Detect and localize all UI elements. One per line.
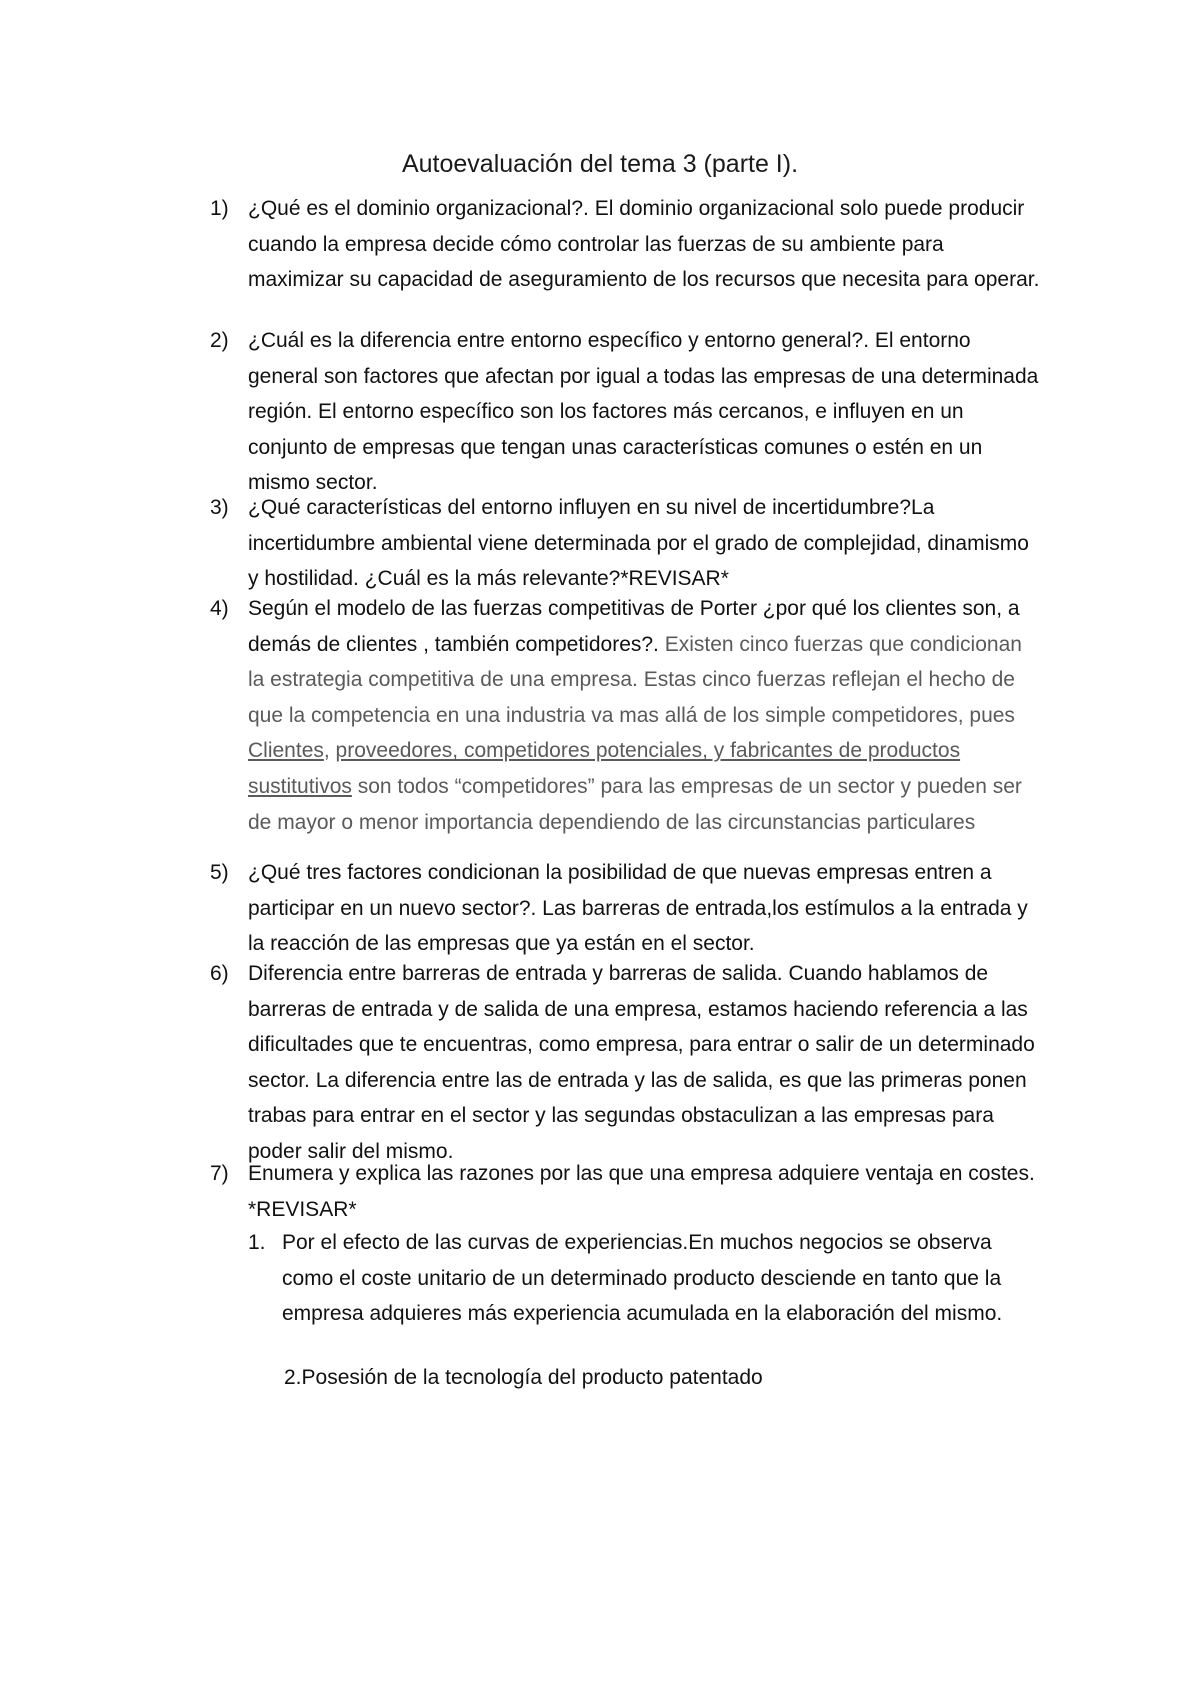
question-number: 2) bbox=[210, 329, 229, 352]
question-text: Enumera y explica las razones por las que una empresa adquiere ventaja en costes. *REVISAR* bbox=[248, 1162, 1035, 1221]
question-number: 6) bbox=[210, 962, 229, 985]
sub-item-number: 1. bbox=[248, 1231, 266, 1254]
question-text: ¿Cuál es la diferencia entre entorno específico y entorno general?. El entorno general son factores que afectan por igual a todas las empresas de una determinada región. El entorno específico son los factores más cercanos, e influyen en un conjunto de empresas que tengan unas características comunes o estén en un mismo sector. bbox=[248, 329, 1039, 495]
link-clientes[interactable]: Clientes bbox=[248, 739, 324, 763]
answer-text: Existen cinco fuerzas que condicionan la estrategia competitiva de una empresa. Estas cinco fuerzas reflejan el hecho de que la competencia en una industria va mas allá de los simple competidores, pues bbox=[248, 632, 1022, 727]
question-body bbox=[248, 591, 1042, 840]
question-text: ¿Qué tres factores condicionan la posibilidad de que nuevas empresas entren a participar en un nuevo sector?. Las barreras de entrada,los estímulos a la entrada y la reacción de las empresas que ya están en el sector. bbox=[248, 861, 1028, 956]
question-1 bbox=[210, 191, 1042, 298]
link-proveedores[interactable]: proveedores, competidores potenciales, y fabricantes de productos bbox=[335, 739, 961, 763]
question-number: 4) bbox=[210, 597, 229, 620]
question-2 bbox=[210, 323, 1042, 501]
question-number: 7) bbox=[210, 1162, 229, 1185]
trailing-line: 2.Posesión de la tecnología del producto patentado bbox=[284, 1366, 763, 1389]
question-number: 1) bbox=[210, 197, 229, 220]
question-5 bbox=[210, 855, 1042, 962]
question-4 bbox=[210, 591, 1042, 840]
question-6 bbox=[210, 956, 1042, 1170]
question-number: 3) bbox=[210, 496, 229, 519]
question-text: Según el modelo de las fuerzas competitivas de Porter ¿por qué los clientes son, a demás de clientes , también competidores?. bbox=[248, 597, 1020, 656]
question-text: ¿Qué características del entorno influyen en su nivel de incertidumbre?La incertidumbre ambiental viene determinada por el grado de complejidad, dinamismo y hostilidad. ¿Cuál es la más relevante?*REVISAR* bbox=[248, 496, 1029, 591]
question-text: ¿Qué es el dominio organizacional?. El dominio organizacional solo puede producir cuando la empresa decide cómo controlar las fuerzas de su ambiente para maximizar su capacidad de aseguramiento de los recursos que necesita para operar. bbox=[248, 197, 1040, 292]
sub-item-text: Por el efecto de las curvas de experiencias.En muchos negocios se observa como el coste unitario de un determinado producto desciende en tanto que la empresa adquieres más experiencia acumulada en la elaboración del mismo. bbox=[282, 1231, 1003, 1326]
answer-text-continued: son todos “competidores” para las empresas de un sector y pueden ser de mayor o menor importancia dependiendo de las circunstancias particulares bbox=[248, 774, 1022, 834]
question-3 bbox=[210, 490, 1042, 597]
question-number: 5) bbox=[210, 861, 229, 884]
question-text: Diferencia entre barreras de entrada y barreras de salida. Cuando hablamos de barreras de entrada y de salida de una empresa, estamos haciendo referencia a las dificultades que te encuentras, como empresa, para entrar o salir de un determinado sector. La diferencia entre las de entrada y las de salida, es que las primeras ponen trabas para entrar en el sector y las segundas obstaculizan a las empresas para poder salir del mismo. bbox=[248, 962, 1035, 1163]
question-7 bbox=[210, 1156, 1042, 1227]
link-sustitutivos[interactable]: sustitutivos bbox=[248, 774, 352, 798]
sub-item-1 bbox=[248, 1225, 1048, 1332]
document-title: Autoevaluación del tema 3 (parte I). bbox=[401, 150, 799, 178]
link-separator: , bbox=[323, 739, 336, 763]
